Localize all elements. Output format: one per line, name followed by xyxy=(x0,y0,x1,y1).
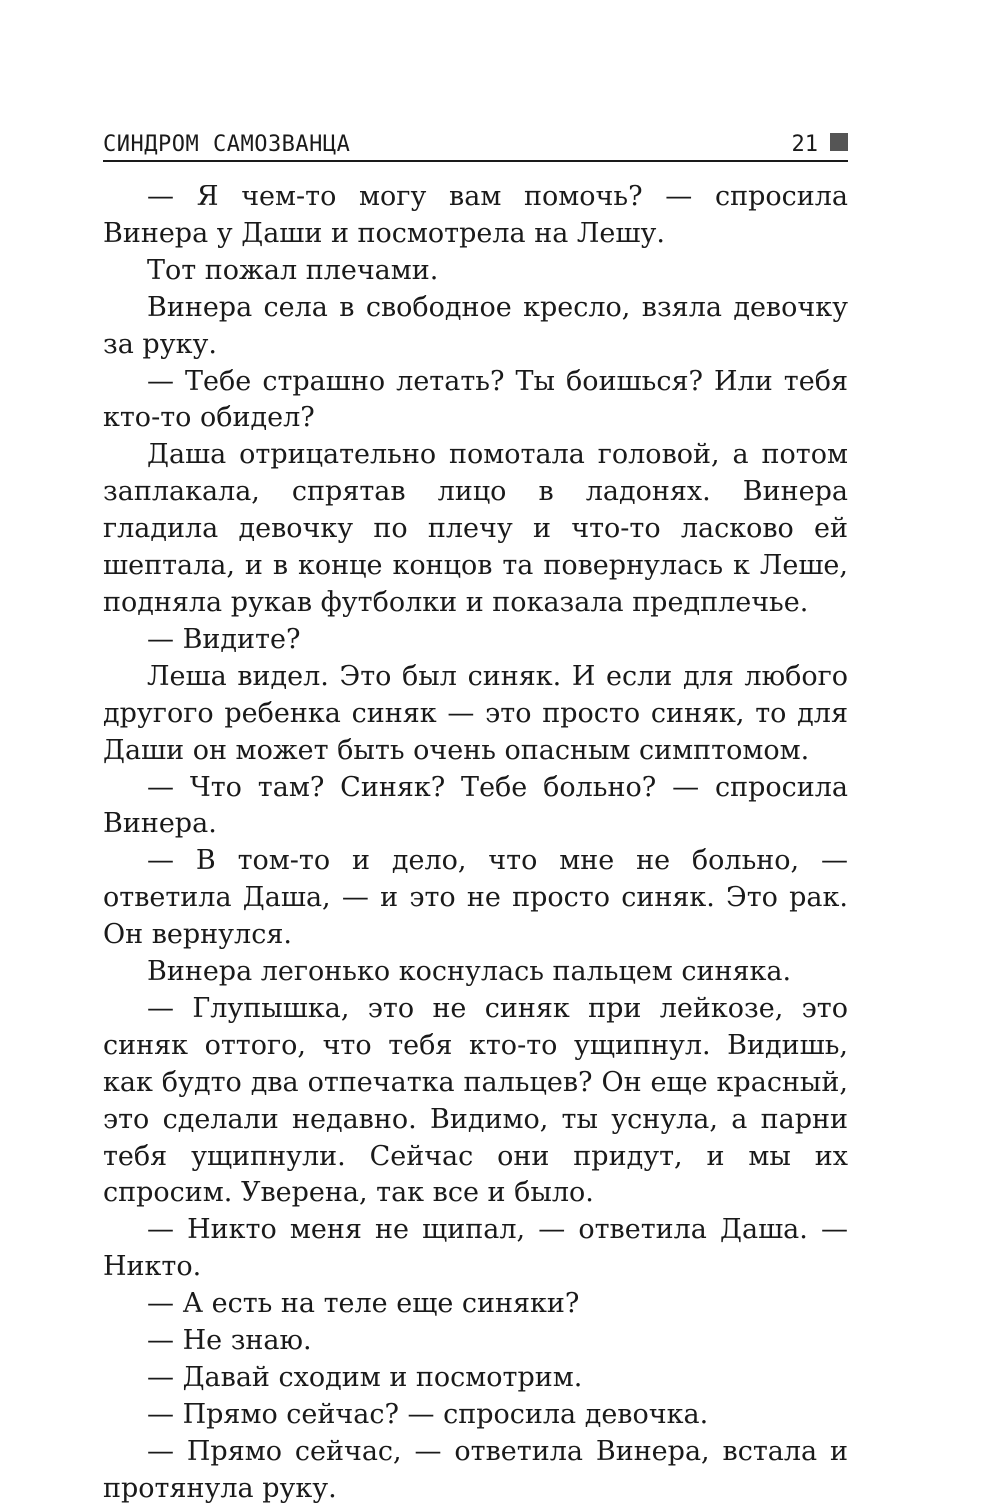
header-square-marker xyxy=(830,133,848,151)
paragraph: — В том-то и дело, что мне не больно, — ответила Даша, — и это не просто синяк. Это рак. Он вернулся. xyxy=(103,845,848,951)
body-text xyxy=(103,179,848,1508)
paragraph: — Что там? Синяк? Тебе больно? — спросила Винера. xyxy=(103,771,848,840)
paragraph: Тот пожал плечами. xyxy=(147,254,439,286)
paragraph: — Прямо сейчас? — спросила девочка. xyxy=(147,1398,709,1430)
paragraph: Винера легонько коснулась пальцем синяка. xyxy=(147,956,792,988)
paragraph: — Видите? xyxy=(147,623,301,655)
paragraph: Даша отрицательно помотала головой, а потом заплакала, спрятав лицо в ладонях. Винера гладила девочку по плечу и что-то ласково ей шептала, и в конце концов та повернулась к Леше, подняла рукав футболки и показала предплечье. xyxy=(103,439,848,618)
paragraph: — Тебе страшно летать? Ты боишься? Или тебя кто-то обидел? xyxy=(103,365,848,434)
running-header-title: СИНДРОМ САМОЗВАНЦА xyxy=(103,132,351,157)
paragraph: Леша видел. Это был синяк. И если для любого другого ребенка синяк — это просто синяк, то для Даши он может быть очень опасным симптомом. xyxy=(103,660,848,766)
paragraph: — Давай сходим и посмотрим. xyxy=(147,1362,583,1393)
paragraph: — Прямо сейчас, — ответила Винера, встала и протянула руку. xyxy=(103,1435,848,1504)
paragraph: — Глупышка, это не синяк при лейкозе, это синяк оттого, что тебя кто-то ущипнул. Видишь, как будто два отпечатка пальцев? Он еще красный, это сделали недавно. Видимо, ты уснула, а парни тебя ущипнули. Сейчас они придут, и мы их спросим. Уверена, так все и было. xyxy=(103,992,848,1209)
paragraph: — А есть на теле еще синяки? xyxy=(147,1288,580,1320)
paragraph: Винера села в свободное кресло, взяла девочку за руку. xyxy=(103,291,848,360)
paragraph: — Никто меня не щипал, — ответила Даша. — Никто. xyxy=(103,1214,848,1283)
page-number: 21 xyxy=(791,132,818,157)
running-header xyxy=(103,128,848,162)
paragraph: — Я чем-то могу вам помочь? — спросила Винера у Даши и посмотрела на Лешу. xyxy=(103,181,848,249)
paragraph: — Не знаю. xyxy=(147,1325,312,1357)
